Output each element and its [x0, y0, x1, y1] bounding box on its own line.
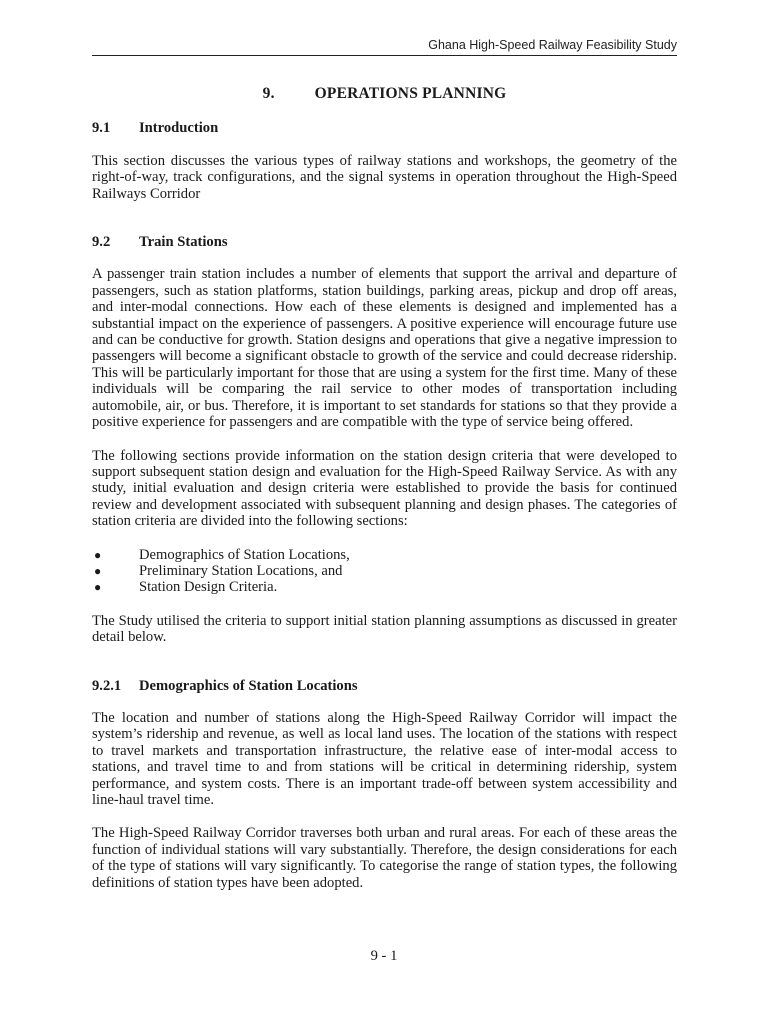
chapter-number: 9. — [262, 85, 275, 102]
chapter-title — [92, 86, 677, 102]
section-heading-introduction — [92, 120, 677, 136]
chapter-title-text: OPERATIONS PLANNING — [314, 85, 507, 102]
section-heading-demographics — [92, 678, 677, 694]
section-title: Train Stations — [139, 234, 228, 251]
introduction-paragraph: This section discusses the various types of railway stations and workshops, the geometry of the right-of-way, track configurations, and the signal systems in operation throughout the High-Speed Railways Corridor — [92, 152, 677, 202]
page-number: 9 - 1 — [370, 948, 398, 964]
section-number: 9.1 — [92, 120, 111, 137]
running-header: Ghana High-Speed Railway Feasibility Study — [92, 38, 677, 56]
section-number: 9.2.1 — [92, 677, 122, 694]
bullet-icon: ● — [94, 580, 102, 595]
demographics-paragraph-2: The High-Speed Railway Corridor traverses both urban and rural areas. For each of these areas the function of individual stations will vary substantially. Therefore, the design considerations for each of the type of stations will vary significantly. To categorise the range of station types, the following definitions of station types have been adopted. — [92, 825, 677, 891]
train-stations-paragraph-1: A passenger train station includes a number of elements that support the arrival and departure of passengers, such as station platforms, station buildings, parking areas, pickup and drop off areas, and inter-modal connections. How each of these elements is designed and implemented has a substantial impact on the experience of passengers. A positive experience will encourage future use and can be conductive for growth. Station designs and operations that give a negative impression to passengers will become a significant obstacle to growth of the service and could decrease ridership. This will be particularly important for those that are using a system for the first time. Many of these individuals will be comparing the rail service to other modes of transportation including automobile, air, or bus. Therefore, it is important to set standards for stations so that they provide a positive experience for passengers and are compatible with the type of service being offered. — [92, 266, 677, 431]
page-content — [92, 86, 677, 891]
section-heading-train-stations — [92, 234, 677, 250]
station-criteria-list — [92, 547, 677, 596]
section-number: 9.2 — [92, 234, 111, 251]
section-title: Demographics of Station Locations — [139, 677, 358, 694]
list-item: ● Preliminary Station Locations, and — [94, 562, 343, 579]
bullet-icon: ● — [94, 547, 102, 562]
train-stations-paragraph-2: The following sections provide information on the station design criteria that were developed to support subsequent station design and evaluation for the High-Speed Railway Service. As with any study, initial evaluation and design criteria were established to provide the basis for continued review and development associated with subsequent planning and design phases. The categories of station criteria are divided into the following sections: — [92, 447, 677, 530]
demographics-paragraph-1: The location and number of stations along the High-Speed Railway Corridor will impact the system’s ridership and revenue, as well as local land uses. The location of the stations with respect to travel markets and transportation infrastructure, the relative ease of inter-modal access to stations, and travel time to and from stations will be critical in determining ridership, system performance, and system costs. There is an important trade-off between system accessibility and line-haul travel time. — [92, 709, 677, 808]
bullet-icon: ● — [94, 563, 102, 578]
list-item: ● Demographics of Station Locations, — [94, 546, 350, 563]
section-title: Introduction — [139, 120, 219, 137]
train-stations-paragraph-3: The Study utilised the criteria to support initial station planning assumptions as discussed in greater detail below. — [92, 612, 677, 646]
list-item: ● Station Design Criteria. — [94, 579, 278, 596]
